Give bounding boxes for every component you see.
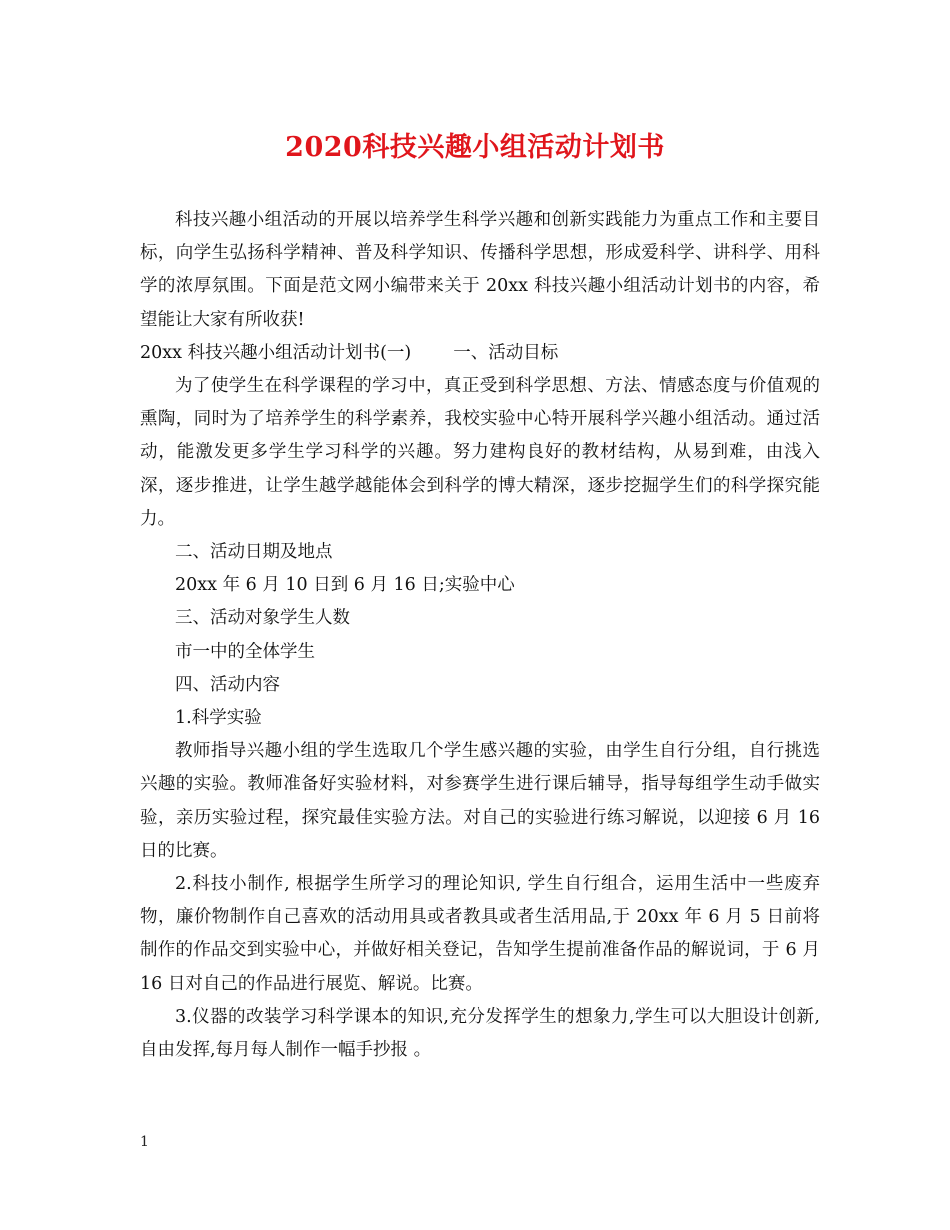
section-heading-line <box>140 337 820 370</box>
document-title: 2020科技兴趣小组活动计划书 <box>285 132 665 163</box>
target-paragraph: 市一中的全体学生 <box>175 641 315 662</box>
intro-paragraph: 科技兴趣小组活动的开展以培养学生科学兴趣和创新实践能力为重点工作和主要目标，向学生弘扬科学精神、普及科学知识、传播科学思想，形成爱科学、讲科学、用科学的浓厚氛围。下面是范文网小编带来关于 20xx 科技兴趣小组活动计划书的内容，希望能让大家有所收获! <box>140 210 820 330</box>
date-paragraph: 20xx 年 6 月 10 日到 6 月 16 日;实验中心 <box>175 575 515 596</box>
heading-target: 三、活动对象学生人数 <box>175 608 350 629</box>
goal-paragraph: 为了使学生在科学课程的学习中，真正受到科学思想、方法、情感态度与价值观的熏陶，同时为了培养学生的科学素养，我校实验中心特开展科学兴趣小组活动。通过活动，能激发更多学生学习科学的兴趣。努力建构良好的教材结构，从易到难，由浅入深，逐步推进，让学生越学越能体会到科学的博大精深，逐步挖掘学生们的科学探究能力。 <box>140 376 820 529</box>
heading-goal: 一、活动目标 <box>453 342 559 363</box>
section-heading: 20xx 科技兴趣小组活动计划书(一) <box>140 342 412 363</box>
item1-paragraph: 教师指导兴趣小组的学生选取几个学生感兴趣的实验，由学生自行分组，自行挑选兴趣的实验。教师准备好实验材料，对参赛学生进行课后辅导，指导每组学生动手做实验，亲历实验过程，探究最佳实验方法。对自己的实验进行练习解说，以迎接 6 月 16 日的比赛。 <box>140 741 820 861</box>
page-number: 1 <box>140 1134 149 1150</box>
heading-date: 二、活动日期及地点 <box>175 542 333 563</box>
item2-paragraph: 2.科技小制作, 根据学生所学习的理论知识, 学生自行组合，运用生活中一些废弃物，廉价物制作自己喜欢的活动用具或者教具或者生活用品,于 20xx 年 6 月 5 日前将制作的作品交到实验中心，并做好相关登记，告知学生提前准备作品的解说词，于 6 月 16 日对自己的作品进行展览、解说。比赛。 <box>140 874 820 994</box>
heading-content: 四、活动内容 <box>175 674 280 695</box>
item3-paragraph: 3.仪器的改装学习科学课本的知识,充分发挥学生的想象力,学生可以大胆设计创新,自由发挥,每月每人制作一幅手抄报 。 <box>140 1006 820 1061</box>
document-body <box>140 204 820 1067</box>
item1-title: 1.科学实验 <box>175 708 262 729</box>
